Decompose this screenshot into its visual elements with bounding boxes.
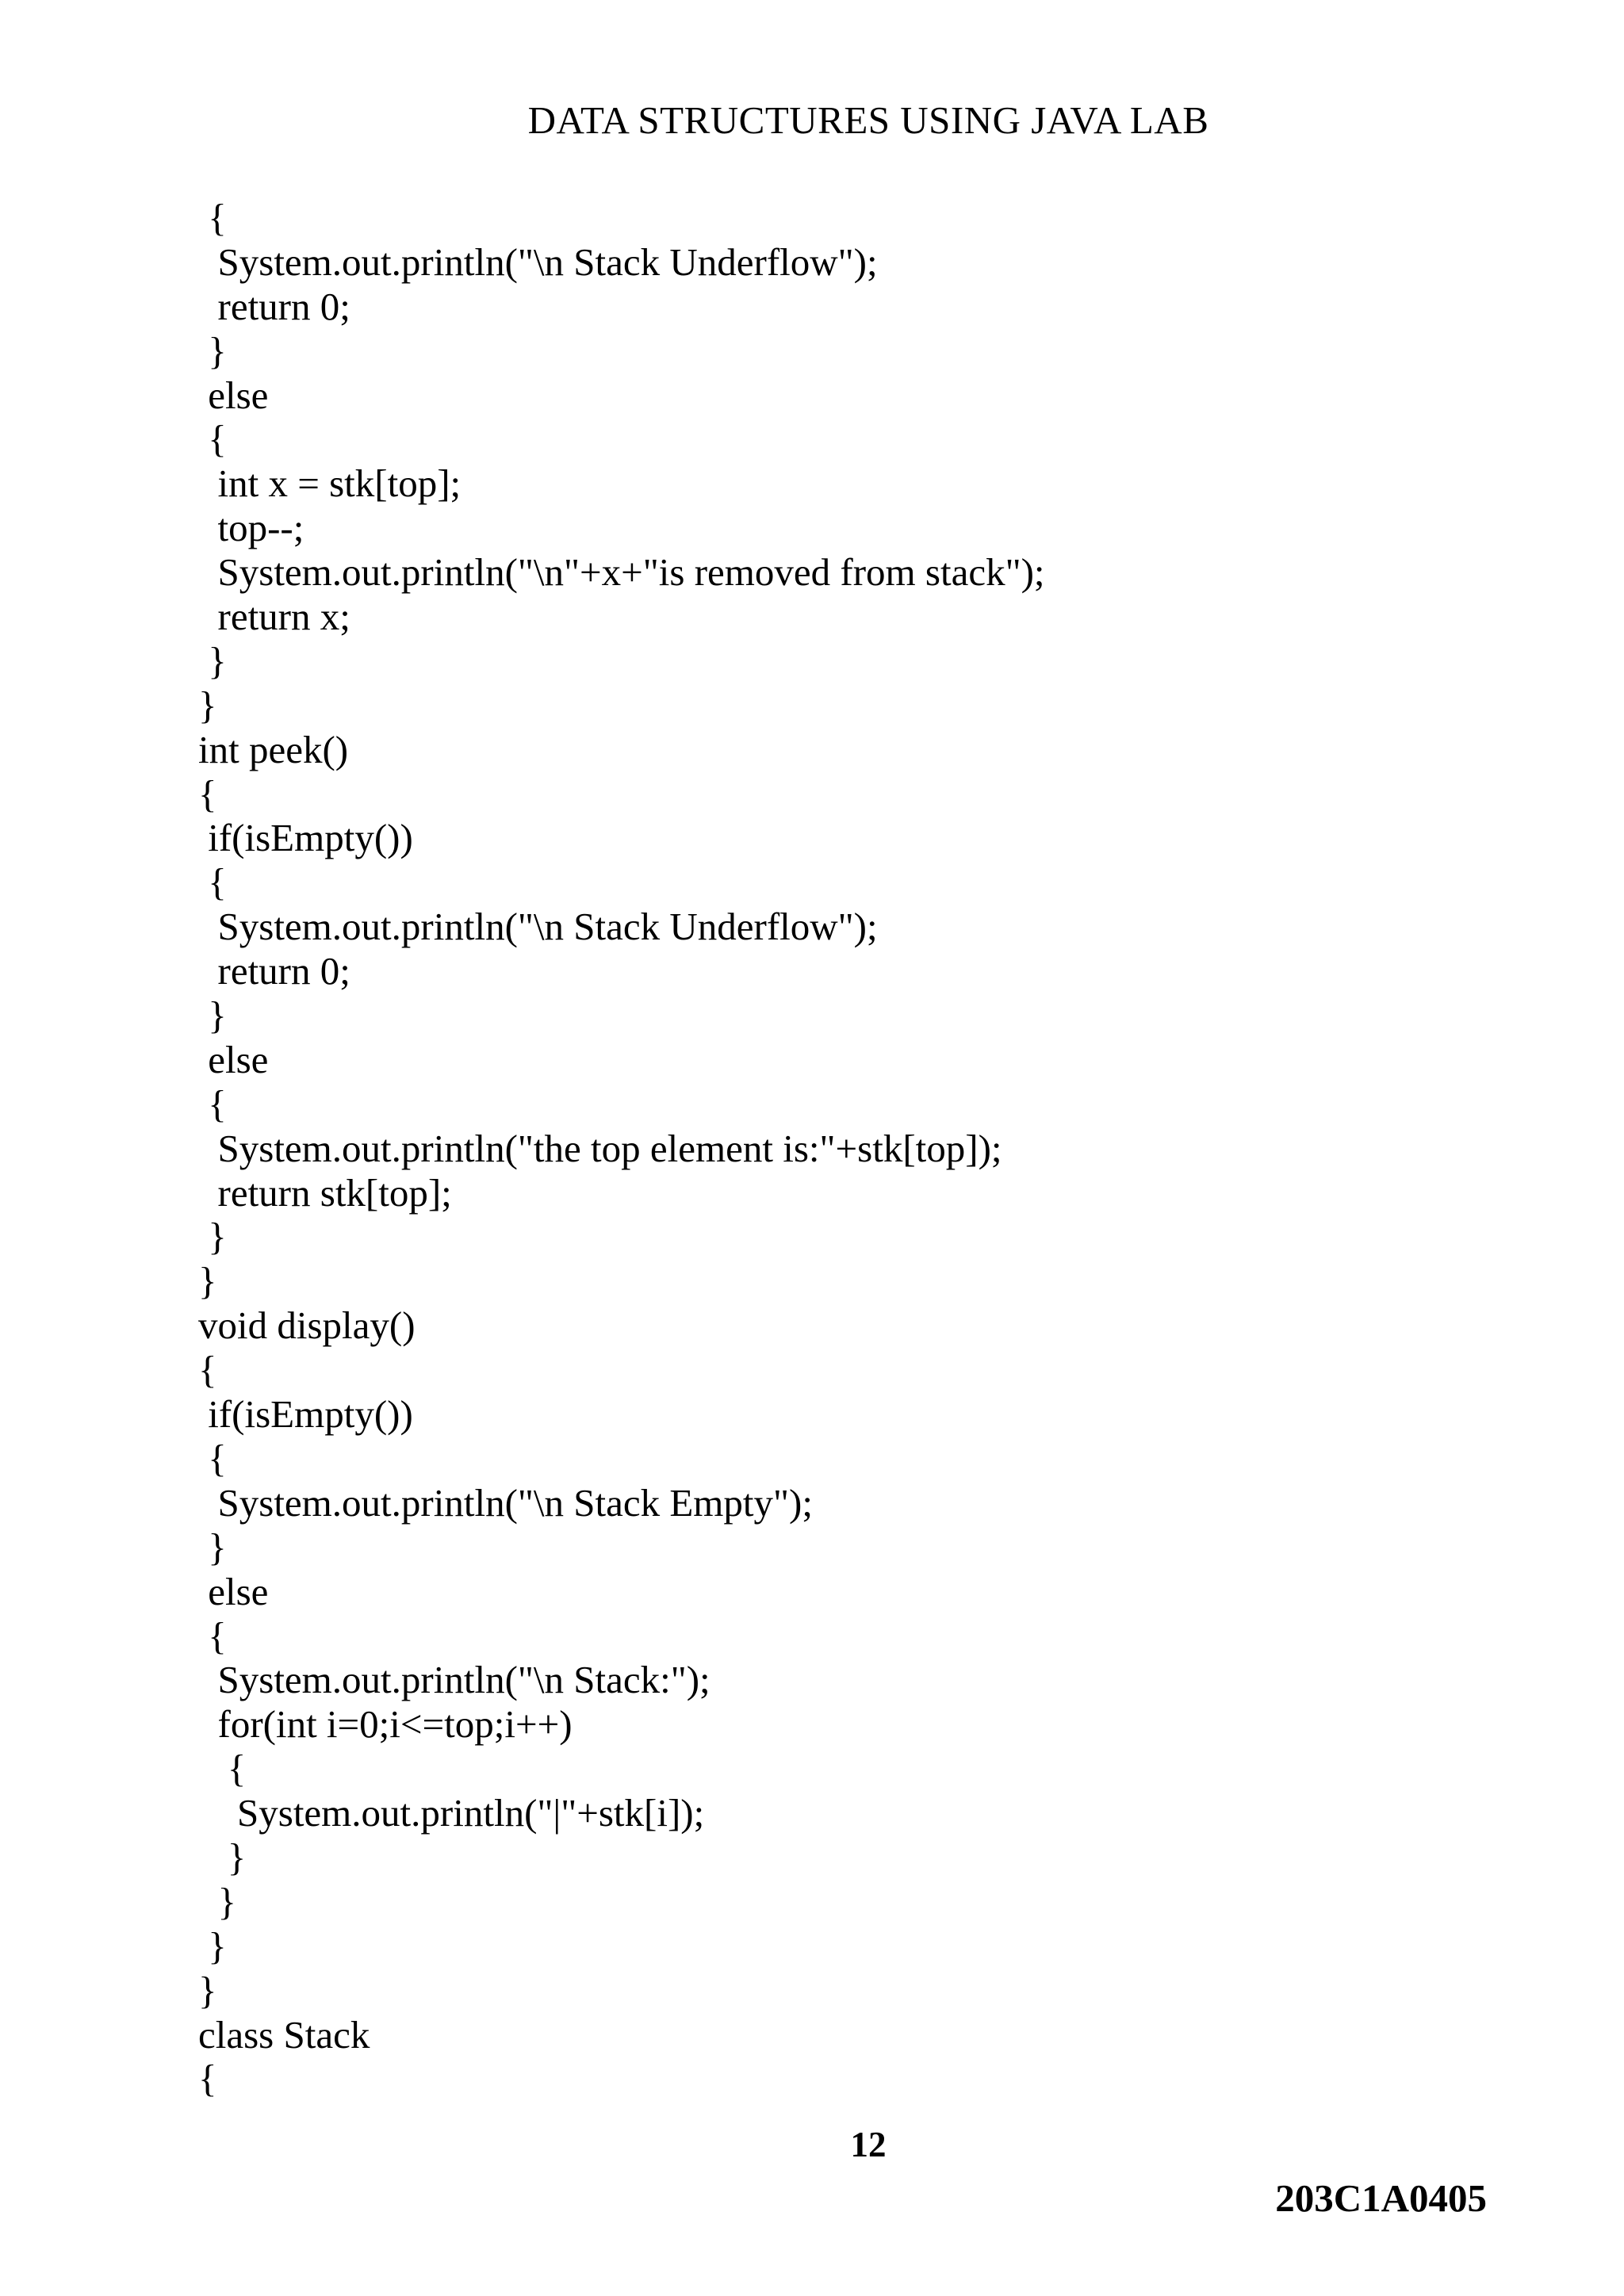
code-line: return 0;	[198, 949, 350, 993]
code-line: {	[198, 1348, 217, 1392]
code-line: }	[198, 638, 227, 683]
code-line: {	[198, 1747, 247, 1791]
code-line: System.out.println("\n"+x+"is removed from stack");	[198, 550, 1045, 595]
roll-number: 203C1A0405	[1275, 2176, 1487, 2220]
page-header-title: DATA STRUCTURES USING JAVA LAB	[527, 98, 1209, 142]
code-line: else	[198, 373, 269, 417]
code-line: System.out.println("\n Stack:");	[198, 1658, 710, 1702]
code-line: else	[198, 1037, 269, 1081]
code-line: if(isEmpty())	[198, 816, 413, 860]
code-line: }	[198, 1968, 217, 2012]
code-line: }	[198, 328, 227, 373]
code-line: }	[198, 993, 227, 1038]
code-line: {	[198, 860, 227, 905]
code-line: {	[198, 2057, 217, 2101]
code-line: if(isEmpty())	[198, 1392, 413, 1437]
code-line: int x = stk[top];	[198, 461, 462, 506]
code-line: }	[198, 1835, 247, 1879]
code-listing	[198, 196, 1045, 2101]
code-line: System.out.println("\n Stack Underflow");	[198, 239, 878, 284]
code-line: for(int i=0;i<=top;i++)	[198, 1702, 573, 1747]
code-line: {	[198, 1613, 227, 1658]
code-line: {	[198, 196, 227, 239]
code-line: System.out.println("\n Stack Empty");	[198, 1480, 813, 1525]
code-line: }	[198, 683, 217, 727]
code-line: {	[198, 771, 217, 816]
code-line: }	[198, 1525, 227, 1569]
code-line: int peek()	[198, 727, 349, 771]
code-line: }	[198, 1923, 227, 1968]
code-line: return 0;	[198, 284, 350, 328]
page-number: 12	[850, 2125, 887, 2164]
code-line: top--;	[198, 506, 304, 550]
code-line: class Stack	[198, 2012, 370, 2057]
code-line: return stk[top];	[198, 1170, 452, 1215]
code-line: {	[198, 1436, 227, 1480]
code-line: {	[198, 1081, 227, 1126]
code-line: void display()	[198, 1303, 416, 1348]
code-line: }	[198, 1879, 237, 1923]
code-line: System.out.println("\n Stack Underflow");	[198, 905, 878, 949]
code-line: {	[198, 417, 227, 461]
code-line: System.out.println("|"+stk[i]);	[198, 1791, 705, 1835]
code-line: }	[198, 1215, 227, 1259]
code-line: return x;	[198, 595, 350, 639]
code-line: System.out.println("the top element is:"+stk[top]);	[198, 1126, 1002, 1170]
code-line: }	[198, 1259, 217, 1303]
code-line: else	[198, 1569, 269, 1613]
